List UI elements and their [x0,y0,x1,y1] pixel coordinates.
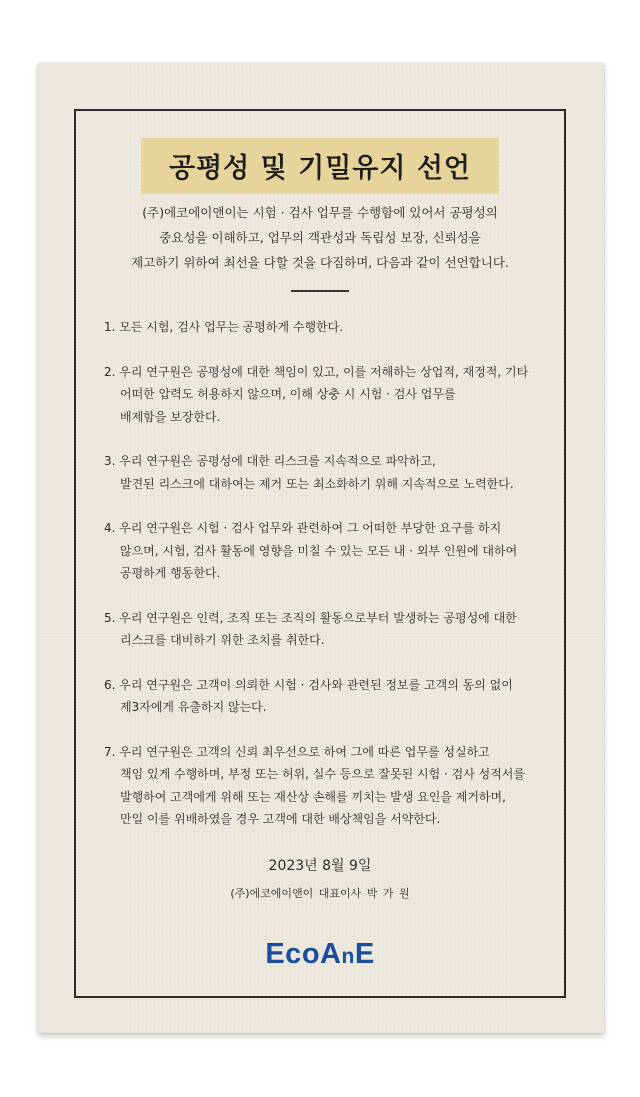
clause-line: 책임 있게 수행하며, 부정 또는 허위, 실수 등으로 잘못된 시험 · 검사 성적서를 [120,767,525,781]
clause-line: 2. 우리 연구원은 공평성에 대한 책임이 있고, 이를 저해하는 상업적, 재정적, 기타 [104,364,529,379]
logo-text-part: n [341,945,355,968]
clause-line: 어떠한 압력도 허용하지 않으며, 이해 상충 시 시험 · 검사 업무를 [120,387,456,401]
clause-line: 3. 우리 연구원은 공평성에 대한 리스크를 지속적으로 파악하고, [104,454,436,468]
intro-line: (주)에코에이앤이는 시험 · 검사 업무를 수행함에 있어서 공평성의 [142,205,498,220]
document-title: 공평성 및 기밀유지 선언 [141,138,499,194]
signer-name: (주)에코에이앤이 대표이사 박 가 원 [230,887,410,900]
clause-line: 않으며, 시험, 검사 활동에 영향을 미칠 수 있는 모든 내 · 외부 인원에 대하여 [120,543,518,558]
clause-6 [104,674,554,719]
declaration-date: 2023년 8월 9일 [268,858,372,874]
clause-7 [104,741,554,831]
clause-line: 5. 우리 연구원은 인력, 조직 또는 조직의 활동으로부터 발생하는 공평성에 대한 [104,610,517,625]
logo-text-part: E [354,938,375,970]
clause-line: 제3자에게 유출하지 않는다. [120,700,267,714]
clause-2 [104,361,554,429]
clause-3 [104,450,554,495]
clause-line: 리스크를 대비하기 위한 조치를 취한다. [120,633,325,647]
clause-line: 1. 모든 시험, 검사 업무는 공평하게 수행한다. [104,320,344,334]
intro-line: 제고하기 위하여 최선을 다할 것을 다짐하며, 다음과 같이 선언합니다. [131,255,509,270]
clause-line: 공평하게 행동한다. [120,566,221,580]
clause-1 [104,316,554,339]
clause-list [104,316,554,831]
clause-line: 배제함을 보장한다. [120,409,221,424]
logo-text-part: EcoA [265,938,342,970]
clause-5 [104,607,554,652]
intro-line: 중요성을 이해하고, 업무의 객관성과 독립성 보장, 신뢰성을 [159,230,481,245]
ecoane-logo [0,938,640,971]
clause-line: 6. 우리 연구원은 고객이 의뢰한 시험 · 검사와 관련된 정보를 고객의 동의 없이 [104,677,513,692]
title-wrapper [0,138,640,194]
intro-paragraph [90,200,550,275]
clause-line: 7. 우리 연구원은 고객의 신뢰 최우선으로 하여 그에 따른 업무를 성실하고 [104,744,490,759]
clause-line: 발행하여 고객에게 위해 또는 재산상 손해를 끼치는 발생 요인을 제거하며, [120,789,506,804]
divider-line [291,290,349,292]
clause-line: 발견된 리스크에 대하여는 제거 또는 최소화하기 위해 지속적으로 노력한다. [120,476,514,491]
clause-4 [104,517,554,585]
clause-line: 4. 우리 연구원은 시험 · 검사 업무와 관련하여 그 어떠한 부당한 요구를 하지 [104,521,502,535]
clause-line: 만일 이를 위배하였을 경우 고객에 대한 배상책임을 서약한다. [120,812,441,826]
